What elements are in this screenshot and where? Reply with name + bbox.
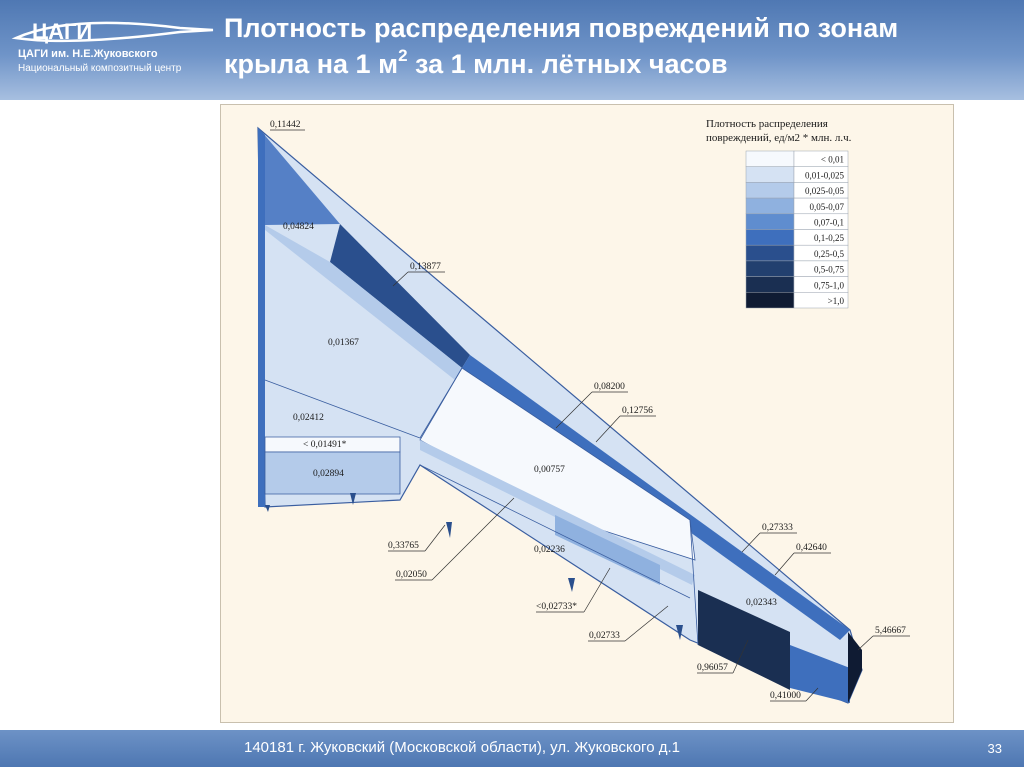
legend-swatch <box>746 245 794 261</box>
label-0-08200: 0,08200 <box>594 382 625 392</box>
logo-wordmark: ЦАГИ <box>32 19 93 44</box>
legend-title-line-1: Плотность распределения <box>706 118 828 130</box>
legend-swatch <box>746 214 794 230</box>
label-0-27333: 0,27333 <box>762 523 793 533</box>
title-superscript: 2 <box>398 46 408 65</box>
label-0-33765: 0,33765 <box>388 541 419 551</box>
label-0-02733: 0,02733 <box>589 631 620 641</box>
label-0-02050: 0,02050 <box>396 570 427 580</box>
label-5-46667: 5,46667 <box>875 626 906 636</box>
legend-swatch <box>746 230 794 246</box>
label-0-42640: 0,42640 <box>796 543 827 553</box>
legend-label: 0,025-0,05 <box>805 186 844 197</box>
label-0-96057: 0,96057 <box>697 663 728 673</box>
label-0-02236: 0,02236 <box>534 545 565 555</box>
flap-fairing-3 <box>446 522 452 538</box>
title-line-2-start: крыла на 1 м <box>224 49 399 79</box>
label-0-00757: 0,00757 <box>534 465 565 475</box>
label-0-04824: 0,04824 <box>283 222 314 232</box>
legend-label: 0,05-0,07 <box>809 201 844 212</box>
legend-label: 0,75-1,0 <box>814 280 844 291</box>
page-number: 33 <box>987 741 1002 756</box>
zone-tip-cap <box>848 632 862 703</box>
org-subtitle: Национальный композитный центр <box>18 63 182 74</box>
label-0-11442: 0,11442 <box>270 120 301 130</box>
title-line-1: Плотность распределения повреждений по зонам <box>224 13 899 43</box>
footer-address: 140181 г. Жуковский (Московской области), ул. Жуковского д.1 <box>244 739 680 756</box>
label-0-02412: 0,02412 <box>293 413 324 423</box>
legend-swatch <box>746 167 794 183</box>
legend-title-line-2: повреждений, ед/м2 * млн. л.ч. <box>706 132 852 144</box>
legend-label: 0,25-0,5 <box>814 248 844 259</box>
zone-root-upper <box>262 132 340 225</box>
label-0-02894: 0,02894 <box>313 469 344 479</box>
legend-swatch <box>746 182 794 198</box>
legend-swatch <box>746 261 794 277</box>
label-0-02343: 0,02343 <box>746 598 777 608</box>
flap-fairing-1 <box>265 505 270 512</box>
label-0-12756: 0,12756 <box>622 406 653 416</box>
label-0-41000: 0,41000 <box>770 691 801 701</box>
legend-label: 0,5-0,75 <box>814 264 844 275</box>
label-lt-0-01491: < 0,01491* <box>303 440 347 450</box>
legend-label: >1,0 <box>827 296 844 306</box>
title-line-2-end: за 1 млн. лётных часов <box>407 49 728 79</box>
legend-label: 0,07-0,1 <box>814 217 844 228</box>
label-0-13877: 0,13877 <box>410 262 441 272</box>
footer-bar <box>0 730 1024 767</box>
flap-fairing-4 <box>568 578 575 592</box>
legend-swatch <box>746 277 794 293</box>
legend-swatch <box>746 151 794 167</box>
legend-swatch <box>746 198 794 214</box>
legend-swatch <box>746 292 794 308</box>
legend-label: 0,1-0,25 <box>814 233 844 244</box>
legend-label: 0,01-0,025 <box>805 170 844 181</box>
label-lt-0-02733: <0,02733* <box>536 602 577 612</box>
label-0-01367: 0,01367 <box>328 338 359 348</box>
org-name: ЦАГИ им. Н.Е.Жуковского <box>18 48 158 60</box>
legend-label: < 0,01 <box>820 154 844 165</box>
legend <box>706 118 852 308</box>
